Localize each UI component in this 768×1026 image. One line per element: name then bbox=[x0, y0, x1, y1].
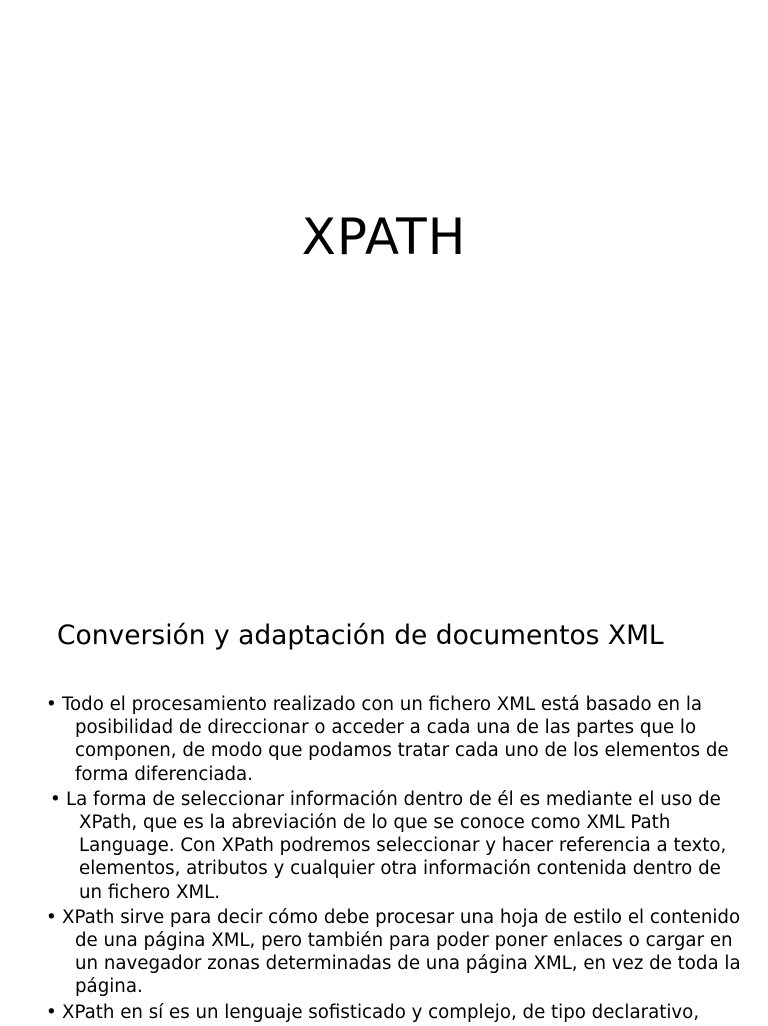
list-item bbox=[46, 693, 746, 786]
list-item bbox=[46, 906, 746, 999]
bullet-text: XPath sirve para decir cómo debe procesar una hoja de estilo el contenido de una página XML, pero también para poder poner enlaces o cargar en un navegador zonas determinadas de una página XML, en vez de toda la página. bbox=[62, 906, 741, 998]
section-heading: Conversión y adaptación de documentos XML bbox=[57, 620, 664, 651]
bullet-text: XPath en sí es un lenguaje sofisticado y complejo, de tipo declarativo, bbox=[62, 1001, 700, 1023]
bullet-list bbox=[46, 693, 746, 1026]
bullet-icon: • bbox=[46, 1001, 57, 1023]
list-item bbox=[46, 1001, 746, 1024]
list-item bbox=[50, 788, 746, 904]
bullet-icon: • bbox=[50, 788, 61, 810]
bullet-text: Todo el procesamiento realizado con un fichero XML está basado en la posibilidad de direccionar o acceder a cada una de las partes que lo componen, de modo que podamos tratar cada uno de los elementos de forma diferenciada. bbox=[62, 694, 729, 785]
bullet-icon: • bbox=[46, 906, 57, 928]
bullet-text: La forma de seleccionar información dentro de él es mediante el uso de XPath, que es la abreviación de lo que se conoce como XML Path Language. Con XPath podremos seleccionar y hacer referencia a texto, elementos, atributos y cualquier otra información contenida dentro de un fichero XML. bbox=[66, 788, 727, 903]
bullet-icon: • bbox=[46, 694, 57, 715]
slide-title: XPATH bbox=[301, 208, 467, 266]
